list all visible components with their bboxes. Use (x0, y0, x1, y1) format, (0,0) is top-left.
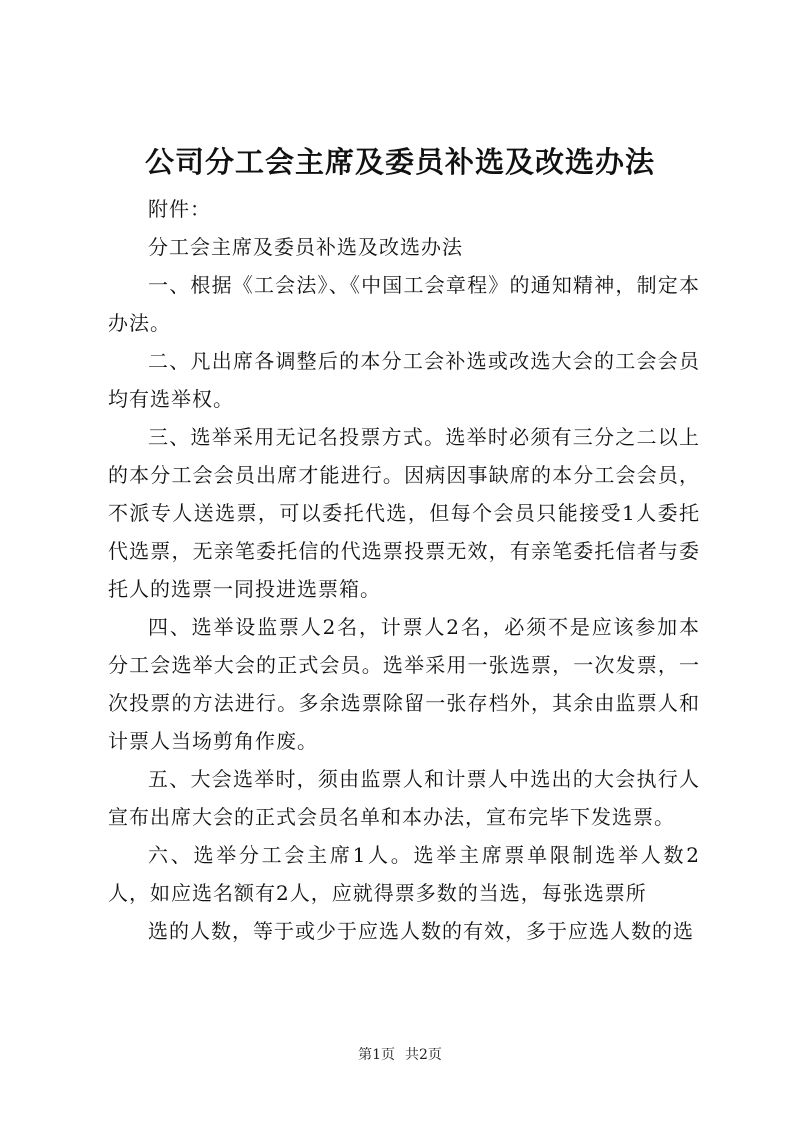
paragraph-2: 二、凡出席各调整后的本分工会补选或改选大会的工会会员均有选举权。 (108, 349, 700, 411)
paragraph-6: 六、选举分工会主席1人。选举主席票单限制选举人数2人，如应选名额有2人，应就得票多数的当选，每张选票所 (108, 843, 700, 905)
paragraph-1: 一、根据《工会法》、《中国工会章程》的通知精神，制定本办法。 (108, 273, 700, 335)
paragraph-3: 三、选举采用无记名投票方式。选举时必须有三分之二以上的本分工会会员出席才能进行。因病因事缺席的本分工会会员，不派专人送选票，可以委托代选，但每个会员只能接受1人委托代选票，无亲笔委托信的代选票投票无效，有亲笔委托信者与委托人的选票一同投进选票箱。 (108, 425, 700, 601)
attachment-label: 附件： (148, 197, 211, 221)
page-footer (0, 1045, 800, 1065)
subtitle-paragraph: 分工会主席及委员补选及改选办法 (148, 235, 463, 259)
paragraph-7: 选的人数，等于或少于应选人数的有效，多于应选人数的选 (148, 919, 694, 943)
document-body (108, 190, 700, 950)
page-number: 第1页 (358, 1047, 395, 1063)
paragraph-4: 四、选举设监票人2名，计票人2名，必须不是应该参加本分工会选举大会的正式会员。选举采用一张选票，一次发票，一次投票的方法进行。多余选票除留一张存档外，其余由监票人和计票人当场剪角作废。 (108, 615, 700, 753)
document-title: 公司分工会主席及委员补选及改选办法 (144, 145, 655, 179)
page-total: 共2页 (405, 1047, 442, 1063)
paragraph-5: 五、大会选举时，须由监票人和计票人中选出的大会执行人宣布出席大会的正式会员名单和本办法，宣布完毕下发选票。 (108, 767, 700, 829)
